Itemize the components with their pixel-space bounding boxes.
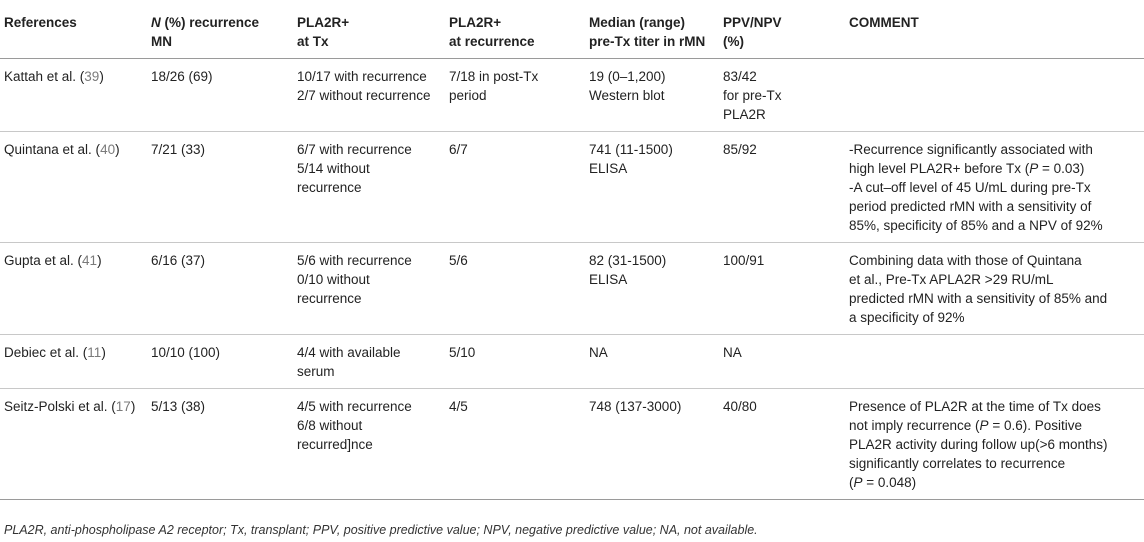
cell-comment bbox=[845, 389, 1144, 500]
header-pla2r-tx: PLA2R+ at Tx bbox=[293, 0, 445, 59]
cell-median bbox=[585, 59, 719, 132]
table-body bbox=[0, 59, 1144, 500]
reference-number-link[interactable]: 17 bbox=[115, 399, 131, 414]
cell-pla2r-tx-line: recurrence bbox=[297, 291, 362, 306]
reference-number-link[interactable]: 41 bbox=[82, 253, 98, 268]
cell-comment bbox=[845, 132, 1144, 243]
header-recurrence: N (%) recurrence MN bbox=[147, 0, 293, 59]
cell-pla2r-recurrence-line: 6/7 bbox=[449, 142, 468, 157]
cell-recurrence: 6/16 (37) bbox=[147, 243, 293, 335]
table-row bbox=[0, 243, 1144, 335]
cell-comment-line: PLA2R activity during follow up(>6 months) bbox=[849, 437, 1108, 452]
cell-comment-line: a specificity of 92% bbox=[849, 310, 965, 325]
cell-ppv-npv-line: PLA2R bbox=[723, 107, 766, 122]
cell-median-line: 19 (0–1,200) bbox=[589, 69, 666, 84]
header-comment: COMMENT bbox=[845, 0, 1144, 59]
cell-ppv-npv-line: 100/91 bbox=[723, 253, 765, 268]
cell-pla2r-tx-line: 10/17 with recurrence bbox=[297, 69, 427, 84]
cell-median bbox=[585, 335, 719, 389]
cell-median bbox=[585, 389, 719, 500]
cell-reference bbox=[0, 59, 147, 132]
table-row bbox=[0, 389, 1144, 500]
cell-ppv-npv bbox=[719, 335, 845, 389]
cell-pla2r-recurrence bbox=[445, 132, 585, 243]
cell-comment bbox=[845, 243, 1144, 335]
cell-pla2r-tx-line: 2/7 without recurrence bbox=[297, 88, 431, 103]
reference-close: ) bbox=[97, 253, 102, 268]
cell-pla2r-recurrence bbox=[445, 335, 585, 389]
cell-reference bbox=[0, 335, 147, 389]
cell-pla2r-tx-line: recurred]nce bbox=[297, 437, 373, 452]
cell-comment-line: Combining data with those of Quintana bbox=[849, 253, 1082, 268]
table-row bbox=[0, 59, 1144, 132]
cell-median bbox=[585, 132, 719, 243]
header-ppv-npv: PPV/NPV (%) bbox=[719, 0, 845, 59]
reference-close: ) bbox=[130, 399, 136, 414]
cell-pla2r-recurrence bbox=[445, 243, 585, 335]
cell-comment bbox=[845, 59, 1144, 132]
cell-pla2r-recurrence-line: 5/10 bbox=[449, 345, 476, 360]
table-row bbox=[0, 132, 1144, 243]
cell-median-line: 748 (137-3000) bbox=[589, 399, 682, 414]
cell-median-line: ELISA bbox=[589, 272, 628, 287]
cell-pla2r-tx-line: 0/10 without bbox=[297, 272, 370, 287]
cell-ppv-npv bbox=[719, 243, 845, 335]
cell-reference bbox=[0, 389, 147, 500]
cell-pla2r-tx bbox=[293, 59, 445, 132]
cell-ppv-npv-line: for pre-Tx bbox=[723, 88, 782, 103]
cell-pla2r-tx bbox=[293, 243, 445, 335]
cell-comment bbox=[845, 335, 1144, 389]
cell-pla2r-recurrence bbox=[445, 389, 585, 500]
cell-ppv-npv bbox=[719, 59, 845, 132]
reference-number-link[interactable]: 40 bbox=[100, 142, 116, 157]
cell-comment-line: Presence of PLA2R at the time of Tx does bbox=[849, 399, 1101, 414]
reference-author: Gupta et al. ( bbox=[4, 253, 83, 268]
cell-pla2r-tx-line: 4/4 with available bbox=[297, 345, 401, 360]
header-median: Median (range) pre-Tx titer in rMN bbox=[585, 0, 719, 59]
cell-ppv-npv-line: NA bbox=[723, 345, 742, 360]
cell-pla2r-tx bbox=[293, 335, 445, 389]
cell-median-line: 741 (11-1500) bbox=[589, 142, 673, 157]
cell-median-line: 82 (31-1500) bbox=[589, 253, 667, 268]
reference-author: Seitz-Polski et al. ( bbox=[4, 399, 116, 414]
cell-comment-line: significantly correlates to recurrence bbox=[849, 456, 1066, 471]
reference-author: Quintana et al. ( bbox=[4, 142, 101, 157]
cell-comment-line: predicted rMN with a sensitivity of 85% and bbox=[849, 291, 1108, 306]
cell-reference bbox=[0, 243, 147, 335]
cell-recurrence: 7/21 (33) bbox=[147, 132, 293, 243]
cell-pla2r-tx bbox=[293, 389, 445, 500]
cell-reference bbox=[0, 132, 147, 243]
cell-recurrence: 18/26 (69) bbox=[147, 59, 293, 132]
cell-comment-line: high level PLA2R+ before Tx (P = 0.03) bbox=[849, 161, 1085, 176]
cell-pla2r-tx-line: recurrence bbox=[297, 180, 362, 195]
cell-pla2r-tx bbox=[293, 132, 445, 243]
cell-median-line: NA bbox=[589, 345, 608, 360]
reference-number-link[interactable]: 11 bbox=[87, 345, 102, 360]
cell-pla2r-recurrence bbox=[445, 59, 585, 132]
cell-pla2r-recurrence-line: 7/18 in post-Tx bbox=[449, 69, 539, 84]
cell-ppv-npv bbox=[719, 132, 845, 243]
cell-median-line: Western blot bbox=[589, 88, 665, 103]
reference-close: ) bbox=[101, 345, 106, 360]
cell-pla2r-tx-line: 6/7 with recurrence bbox=[297, 142, 412, 157]
cell-pla2r-tx-line: 6/8 without bbox=[297, 418, 363, 433]
cell-ppv-npv-line: 40/80 bbox=[723, 399, 757, 414]
cell-comment-line: -Recurrence significantly associated with bbox=[849, 142, 1093, 157]
reference-number-link[interactable]: 39 bbox=[84, 69, 100, 84]
reference-author: Kattah et al. ( bbox=[4, 69, 85, 84]
cell-comment-line: not imply recurrence (P = 0.6). Positive bbox=[849, 418, 1082, 433]
cell-comment-line: et al., Pre-Tx APLA2R >29 RU/mL bbox=[849, 272, 1054, 287]
cell-recurrence: 5/13 (38) bbox=[147, 389, 293, 500]
table-footnote: PLA2R, anti-phospholipase A2 receptor; Tx, transplant; PPV, positive predictive value; NPV, negative predictive value; NA, not available. bbox=[4, 523, 758, 537]
cell-ppv-npv-line: 83/42 bbox=[723, 69, 757, 84]
cell-median bbox=[585, 243, 719, 335]
table-row bbox=[0, 335, 1144, 389]
cell-ppv-npv bbox=[719, 389, 845, 500]
cell-comment-line: 85%, specificity of 85% and a NPV of 92% bbox=[849, 218, 1103, 233]
reference-author: Debiec et al. ( bbox=[4, 345, 88, 360]
cell-pla2r-recurrence-line: 4/5 bbox=[449, 399, 468, 414]
cell-median-line: ELISA bbox=[589, 161, 628, 176]
cell-comment-line: (P = 0.048) bbox=[849, 475, 917, 490]
cell-pla2r-recurrence-line: 5/6 bbox=[449, 253, 468, 268]
cell-pla2r-tx-line: 5/6 with recurrence bbox=[297, 253, 412, 268]
cell-recurrence: 10/10 (100) bbox=[147, 335, 293, 389]
cell-comment-line: -A cut–off level of 45 U/mL during pre-Tx bbox=[849, 180, 1091, 195]
cell-pla2r-tx-line: 4/5 with recurrence bbox=[297, 399, 412, 414]
table-header bbox=[0, 0, 1144, 59]
reference-close: ) bbox=[115, 142, 120, 157]
reference-close: ) bbox=[99, 69, 104, 84]
header-pla2r-recurrence: PLA2R+ at recurrence bbox=[445, 0, 585, 59]
cell-ppv-npv-line: 85/92 bbox=[723, 142, 757, 157]
header-references: References bbox=[0, 0, 147, 59]
cell-pla2r-tx-line: serum bbox=[297, 364, 335, 379]
cell-pla2r-recurrence-line: period bbox=[449, 88, 487, 103]
cell-pla2r-tx-line: 5/14 without bbox=[297, 161, 370, 176]
cell-comment-line: period predicted rMN with a sensitivity of bbox=[849, 199, 1092, 214]
